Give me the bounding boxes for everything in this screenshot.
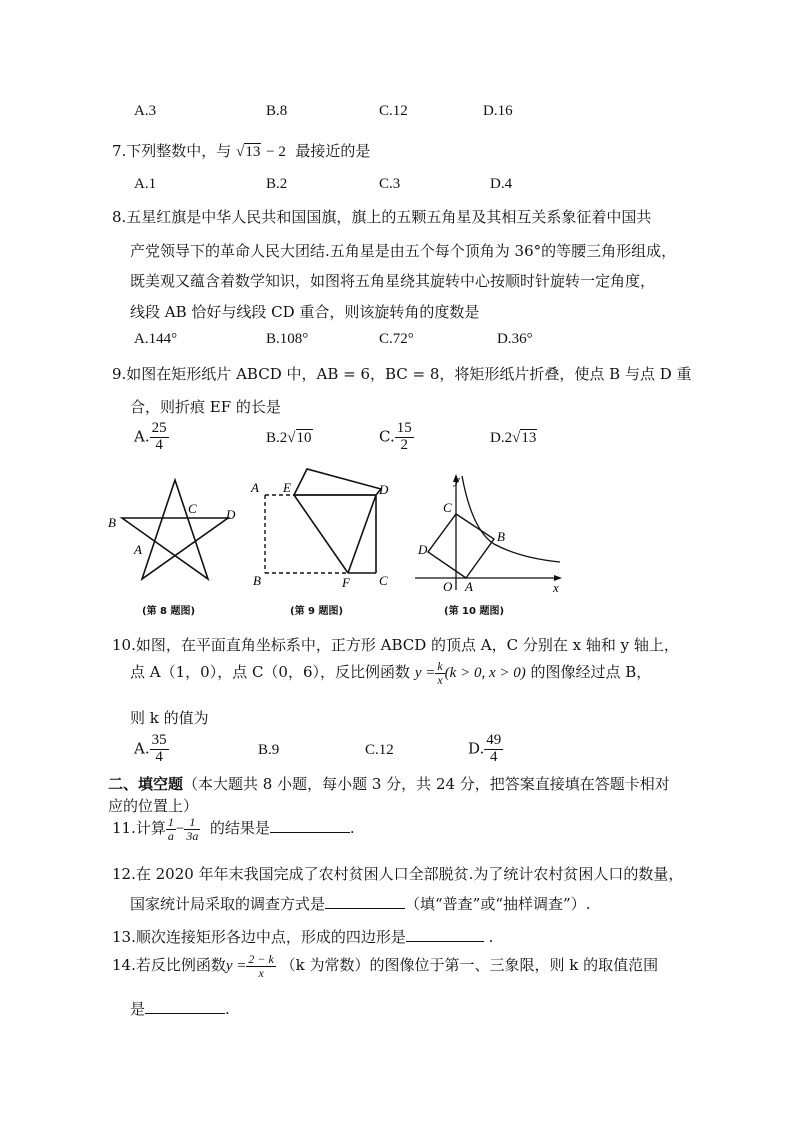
folded-flap bbox=[294, 469, 381, 495]
q7-option-a: A.1 bbox=[134, 176, 157, 192]
q10-option-d-label: D. bbox=[468, 739, 485, 758]
q10-option-a-num: 35 bbox=[151, 732, 167, 748]
fig9-label-c: C bbox=[379, 573, 388, 588]
q12-line-2-end: （填“普查”或“抽样调查”）. bbox=[405, 895, 591, 913]
q10-func-y: y = bbox=[414, 665, 436, 682]
q9-option-a bbox=[134, 421, 169, 454]
q10-line-2-suffix: 的图像经过点 B， bbox=[530, 663, 652, 682]
q7-stem-prefix: 7.下列整数中，与 bbox=[112, 142, 232, 160]
q14-line-2-text: 是 bbox=[130, 1000, 146, 1018]
edge-fd bbox=[348, 495, 376, 573]
q14-line-2 bbox=[130, 998, 230, 1019]
q10-option-d-fraction bbox=[484, 733, 503, 766]
q10-line-3: 则 k 的值为 bbox=[130, 709, 209, 727]
q9-line-2: 合，则折痕 EF 的长是 bbox=[130, 398, 281, 416]
section-2-desc: （本大题共 8 小题，每小题 3 分，共 24 分，把答案直接填在答题卡相对 bbox=[183, 775, 670, 793]
q11-f2-den: 3a bbox=[186, 828, 199, 843]
q12-answer-blank[interactable] bbox=[325, 894, 405, 909]
q10-option-d-num: 49 bbox=[486, 732, 502, 748]
q14-prefix: 14.若反比例函数 bbox=[112, 956, 226, 975]
q9-option-c-label: C. bbox=[379, 427, 395, 446]
fig9-label-b: B bbox=[253, 573, 261, 588]
q9-option-b bbox=[266, 430, 313, 447]
figure-9-caption: (第 9 题图) bbox=[290, 606, 344, 617]
q10-option-d bbox=[468, 733, 503, 766]
q11-f1-num: 1 bbox=[167, 815, 174, 829]
q7-option-d: D.4 bbox=[490, 176, 513, 192]
q9-option-c-fraction bbox=[395, 421, 414, 454]
q13-end: . bbox=[488, 928, 494, 946]
q9-option-d bbox=[490, 430, 537, 447]
q9-option-b-sqrt: √10 bbox=[287, 430, 312, 446]
fig10-label-a: A bbox=[465, 579, 473, 594]
q7-sqrt: √13 bbox=[236, 144, 261, 160]
q14-end: . bbox=[225, 1000, 230, 1018]
figure-8-star bbox=[100, 475, 250, 590]
square-abcd bbox=[428, 514, 494, 578]
q8-option-b: B.108° bbox=[266, 331, 309, 347]
q11-f1-den: a bbox=[167, 828, 174, 843]
q11-fraction-2 bbox=[184, 816, 200, 842]
q7-radicand: 13 bbox=[245, 144, 261, 160]
q11-answer-blank[interactable] bbox=[270, 818, 350, 833]
fig8-label-c: C bbox=[188, 501, 197, 516]
q8-line-1: 8.五星红旗是中华人民共和国国旗，旗上的五颗五角星及其相互关系象征着中国共 bbox=[112, 208, 652, 226]
fig10-label-b: B bbox=[497, 529, 505, 544]
q9-option-a-fraction bbox=[150, 421, 169, 454]
q8-line-2: 产党领导下的革命人民大团结.五角星是由五个每个顶角为 36°的等腰三角形组成， bbox=[130, 242, 677, 260]
q9-option-b-label: B. bbox=[266, 430, 280, 446]
q6-option-c: C.12 bbox=[379, 103, 408, 119]
q10-option-a-fraction bbox=[150, 733, 169, 766]
q10-option-b: B.9 bbox=[258, 742, 280, 758]
q10-func-condition: (k > 0, x > 0) bbox=[444, 665, 526, 682]
section-2-header bbox=[108, 773, 670, 794]
fig9-label-d: D bbox=[379, 482, 389, 497]
q9-option-d-coef: 2 bbox=[504, 430, 513, 446]
q10-func-x: x bbox=[437, 672, 443, 687]
q11-fraction-1 bbox=[166, 816, 176, 842]
q7-stem-suffix: 最接近的是 bbox=[295, 142, 371, 160]
q11-end: . bbox=[349, 819, 355, 838]
fig9-label-a: A bbox=[251, 480, 259, 495]
crease-ef bbox=[294, 495, 348, 573]
q14-den: x bbox=[258, 965, 264, 980]
fig9-label-f: F bbox=[342, 575, 350, 590]
q9-line-1: 9.如图在矩形纸片 ABCD 中，AB = 6，BC = 8，将矩形纸片折叠，使点 B 与点 D 重 bbox=[112, 365, 692, 383]
q14-fraction bbox=[246, 953, 275, 979]
q7-option-b: B.2 bbox=[266, 176, 288, 192]
q7-minus: − 2 bbox=[266, 144, 286, 160]
fig10-label-d: D bbox=[418, 542, 428, 557]
q8-option-a: A.144° bbox=[134, 331, 178, 347]
fig8-label-b: B bbox=[108, 515, 116, 530]
q8-line-3: 既美观又蕴含着数学知识，如图将五角星绕其旋转中心按顺时针旋转一定角度， bbox=[130, 272, 656, 290]
q11-minus: − bbox=[175, 821, 185, 838]
q7-option-c: C.3 bbox=[379, 176, 401, 192]
q10-line-2 bbox=[130, 660, 651, 686]
section-2-heading: 二、填空题 bbox=[108, 775, 184, 793]
q14-suffix: （k 为常数）的图像位于第一、三象限，则 k 的取值范围 bbox=[280, 956, 659, 975]
q8-option-c: C.72° bbox=[379, 331, 414, 347]
figure-8-caption: (第 8 题图) bbox=[142, 606, 196, 617]
q10-option-d-den: 4 bbox=[490, 748, 498, 765]
q11 bbox=[112, 816, 355, 842]
q9-option-a-label: A. bbox=[134, 427, 150, 446]
q9-option-b-radicand: 10 bbox=[296, 430, 312, 446]
q10-line-1: 10.如图，在平面直角坐标系中，正方形 ABCD 的顶点 A，C 分别在 x 轴和 y 轴上， bbox=[112, 636, 679, 654]
q10-option-c: C.12 bbox=[365, 742, 394, 758]
q8-line-4: 线段 AB 恰好与线段 CD 重合，则该旋转角的度数是 bbox=[130, 303, 480, 321]
q12-line-2 bbox=[130, 893, 590, 914]
q10-option-a bbox=[134, 733, 169, 766]
q10-line-2-prefix: 点 A（1，0），点 C（0，6），反比例函数 bbox=[130, 663, 411, 682]
q9-option-a-num: 25 bbox=[151, 420, 167, 436]
q14-answer-blank[interactable] bbox=[145, 999, 225, 1014]
q9-option-c-num: 15 bbox=[396, 420, 412, 436]
q14-func-y: y = bbox=[225, 958, 247, 975]
q9-option-c bbox=[379, 421, 414, 454]
q6-option-a: A.3 bbox=[134, 103, 157, 119]
q9-option-d-radicand: 13 bbox=[521, 430, 537, 446]
q10-func-fraction bbox=[435, 660, 444, 686]
q12-line-1: 12.在 2020 年年末我国完成了农村贫困人口全部脱贫.为了统计农村贫困人口的数量， bbox=[112, 865, 684, 883]
figure-10-coordinate-plane bbox=[410, 470, 570, 595]
q8-option-d: D.36° bbox=[497, 331, 533, 347]
q9-option-d-label: D. bbox=[490, 430, 505, 446]
q10-func-k: k bbox=[437, 659, 443, 673]
q13-answer-blank[interactable] bbox=[406, 927, 484, 942]
q10-option-a-label: A. bbox=[134, 739, 150, 758]
q9-option-b-coef: 2 bbox=[279, 430, 288, 446]
q10-option-a-den: 4 bbox=[155, 748, 163, 765]
q9-option-c-den: 2 bbox=[400, 436, 408, 453]
q14-num: 2 − k bbox=[248, 952, 274, 966]
figure-10-caption: (第 10 题图) bbox=[444, 606, 505, 617]
q13-text: 13.顺次连接矩形各边中点，形成的四边形是 bbox=[112, 928, 406, 946]
fig10-label-o: O bbox=[443, 579, 453, 594]
fig10-label-x: x bbox=[553, 580, 559, 595]
fig8-label-a: A bbox=[134, 542, 142, 557]
q11-prefix: 11.计算 bbox=[112, 819, 166, 838]
q6-option-b: B.8 bbox=[266, 103, 288, 119]
fig9-label-e: E bbox=[283, 480, 291, 495]
section-2-desc-2: 应的位置上） bbox=[108, 797, 199, 815]
star-outline bbox=[122, 480, 228, 579]
q9-option-a-den: 4 bbox=[155, 436, 163, 453]
q13 bbox=[112, 926, 493, 947]
q11-suffix: 的结果是 bbox=[209, 819, 270, 838]
q7-stem bbox=[112, 140, 370, 161]
fig10-label-c: C bbox=[443, 500, 452, 515]
q12-line-2-text: 国家统计局采取的调查方式是 bbox=[130, 895, 326, 913]
fig8-label-d: D bbox=[226, 507, 236, 522]
fig10-label-y: y bbox=[454, 472, 460, 487]
hyperbola-curve bbox=[462, 476, 560, 562]
q9-option-d-sqrt: √13 bbox=[512, 430, 537, 446]
q14-line-1 bbox=[112, 953, 658, 979]
q6-option-d: D.16 bbox=[483, 103, 513, 119]
figure-9-folded-rectangle bbox=[245, 460, 395, 595]
q11-f2-num: 1 bbox=[184, 816, 200, 830]
